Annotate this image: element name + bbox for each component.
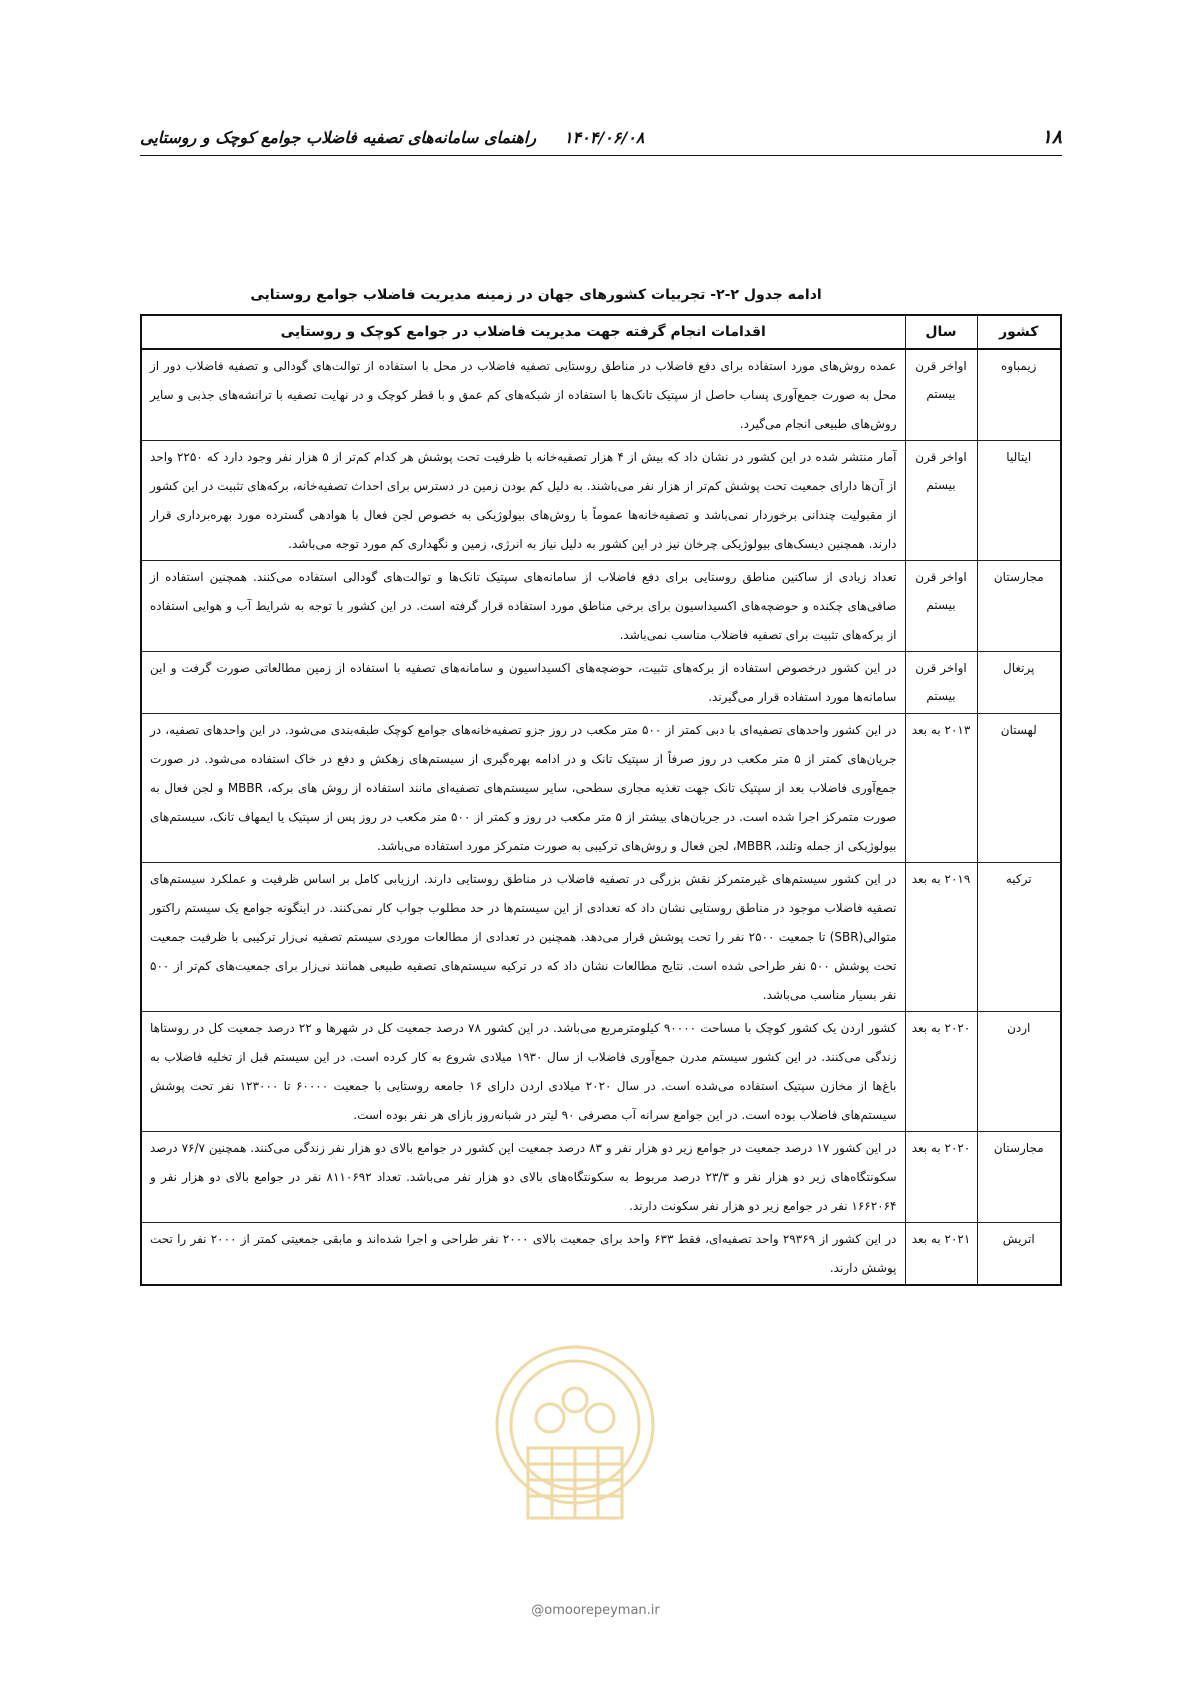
cell-country: مجارستان [977,1132,1061,1223]
cell-actions: در این کشور واحدهای تصفیه‌ای با دبی کمتر از ۵۰۰ متر مکعب در روز جزو تصفیه‌خانه‌های جوامع کوچک طبقه‌بندی می‌شود. در این واحدهای تصفیه، در جریان‌های کمتر از ۵ متر مکعب در روز صرفاً از سپتیک تانک و در ادامه بهره‌گیری از سیستم‌های زهکش و دفع در خاک استفاده می‌شود. در صورت جمع‌آوری فاضلاب بعد از سپتیک تانک جهت تغذیه مجاری سطحی، سایر سیستم‌های تصفیه‌ای مانند استفاده از روش های برکه، MBBR و لجن فعال به صورت متمرکز اجرا شده است. در جریان‌های بیشتر از ۵ متر مکعب در روز و کمتر از ۵۰۰ متر مکعب در روز پس از سپتیک یا ایمهاف تانک، سیستم‌های بیولوژیکی از جمله وتلند، MBBR، لجن فعال و روش‌های ترکیبی به صورت متمرکز مورد استفاده می‌باشد. [141,714,905,863]
cell-country: لهستان [977,714,1061,863]
page-number: ۱۸ [1041,126,1062,148]
cell-actions: عمده روش‌های مورد استفاده برای دفع فاضلاب در مناطق روستایی تصفیه فاضلاب در محل با استفاده از توالت‌های گودالی و تصفیه فاضلاب دور از محل به صورت جمع‌آوری پساب حاصل از سپتیک تانک‌ها با استفاده از شبکه‌های کم عمق و با قطر کوچک و در نهایت تصفیه با ترانشه‌های جذبی و سایر روش‌های طبیعی انجام می‌گیرد. [141,349,905,441]
cell-year: اواخر قرن بیستم [905,561,977,652]
cell-year: ۲۰۲۰ به بعد [905,1012,977,1132]
cell-year: ۲۰۲۰ به بعد [905,1132,977,1223]
table-body [141,349,1061,1285]
footer-website: @omoorepeyman.ir [531,1603,660,1618]
cell-year: ۲۰۲۱ به بعد [905,1223,977,1286]
experiences-table [140,314,1062,1286]
cell-year: اواخر قرن بیستم [905,652,977,714]
table-row [141,863,1061,1012]
table-row [141,652,1061,714]
header-actions: اقدامات انجام گرفته جهت مدیریت فاضلاب در جوامع کوچک و روستایی [141,315,905,349]
cell-year: اواخر قرن بیستم [905,441,977,561]
cell-country: اردن [977,1012,1061,1132]
cell-actions: در این کشور ۱۷ درصد جمعیت در جوامع زیر دو هزار نفر و ۸۳ درصد جمعیت این کشور در جوامع بالای دو هزار نفر زندگی می‌کنند. همچنین ۷۶/۷ درصد سکونتگاه‌های زیر دو هزار نفر و ۲۳/۳ درصد مربوط به سکونتگاه‌های بالای دو هزار نفر می‌باشد. تعداد ۸۱۱۰۶۹۲ نفر در جوامع بالای دو هزار نفر و ۱۶۶۲۰۶۴ نفر در جوامع زیر دو هزار نفر سکونت دارند. [141,1132,905,1223]
header-date: ۱۴۰۴/۰۶/۰۸ [563,128,645,147]
table-row [141,441,1061,561]
cell-actions: در این کشور از ۲۹۳۶۹ واحد تصفیه‌ای، فقط ۶۳۳ واحد برای جمعیت بالای ۲۰۰۰ نفر طراحی و اجرا شده‌اند و مابقی جمعیتی کمتر از ۲۰۰۰ نفر را تحت پوشش دارند. [141,1223,905,1286]
page-header [140,124,1062,158]
seal-logo-icon [490,1340,660,1545]
cell-year: ۲۰۱۳ به بعد [905,714,977,863]
table-row [141,1223,1061,1286]
cell-actions: آمار منتشر شده در این کشور در نشان داد که بیش از ۴ هزار تصفیه‌خانه با ظرفیت تحت پوشش هر کدام کم‌تر از ۵ هزار نفر وجود دارد که ۲۲۵۰ واحد از آن‌ها دارای جمعیت تحت پوشش کم‌تر از هزار نفر می‌باشند. به دلیل کم بودن زمین در دسترس برای احداث تصفیه‌خانه، برکه‌های تثبیت در این کشور از مقبولیت چندانی برخوردار نمی‌باشد و تصفیه‌خانه‌ها عموماً با روش‌های بیولوژیکی به خصوص لجن فعال با هوادهی گسترده مورد بهره‌برداری قرار دارند. همچنین دیسک‌های بیولوژیکی چرخان نیز در این کشور به دلیل نیاز به انرژی، زمین و نگهداری کم مورد توجه می‌باشد. [141,441,905,561]
header-year: سال [905,315,977,349]
table-row [141,349,1061,441]
table-header-row [141,315,1061,349]
cell-actions: در این کشور درخصوص استفاده از برکه‌های تثبیت، حوضچه‌های اکسیداسیون و سامانه‌های تصفیه با استفاده از زمین مطالعاتی صورت گرفت و این سامانه‌ها مورد استفاده قرار می‌گیرند. [141,652,905,714]
cell-country: اتریش [977,1223,1061,1286]
table-row [141,714,1061,863]
cell-country: مجارستان [977,561,1061,652]
header-rule [140,155,1062,156]
cell-year: ۲۰۱۹ به بعد [905,863,977,1012]
cell-year: اواخر قرن بیستم [905,349,977,441]
cell-country: پرتغال [977,652,1061,714]
cell-actions: در این کشور سیستم‌های غیرمتمرکز نقش بزرگی در تصفیه فاضلاب در مناطق روستایی دارند. ارزیابی کامل بر اساس ظرفیت و عملکرد سیستم‌های تصفیه فاضلاب موجود در مناطق روستایی نشان داد که تعدادی از این سیستم‌ها در حد مطلوب جواب کار نمی‌کنند. در اینگونه جوامع یک سیستم راکتور متوالی(SBR) تا جمعیت ۲۵۰۰ نفر را تحت پوشش قرار می‌دهد. همچنین در تعدادی از مطالعات موردی سیستم تصفیه نی‌زار ترکیبی با ظرفیت جمعیت تحت پوشش ۵۰۰ نفر طراحی شده است. نتایج مطالعات نشان داد که در ترکیه سیستم‌های تصفیه طبیعی همانند نی‌زار برای جمعیت‌های کم‌تر از ۵۰۰ نفر بسیار مناسب می‌باشد. [141,863,905,1012]
cell-actions: کشور اردن یک کشور کوچک با مساحت ۹۰۰۰۰ کیلومترمربع می‌باشد. در این کشور ۷۸ درصد جمعیت کل در شهرها و ۲۲ درصد جمعیت کل در روستاها زندگی می‌کنند. در این کشور سیستم مدرن جمع‌آوری فاضلاب از سال ۱۹۳۰ میلادی شروع به کار کرده است. در این سیستم قبل از تخلیه فاضلاب به باغ‌ها از مخازن سپتیک استفاده می‌شده است. در سال ۲۰۲۰ میلادی اردن دارای ۱۶ جامعه روستایی با جمعیت ۶۰۰۰۰ تا ۱۲۳۰۰۰ نفر تحت پوشش سیستم‌های فاضلاب بوده است. در این جوامع سرانه آب مصرفی ۹۰ لیتر در شبانه‌روز بازای هر نفر بوده است. [141,1012,905,1132]
cell-actions: تعداد زیادی از ساکنین مناطق روستایی برای دفع فاضلاب از سامانه‌های سپتیک تانک‌ها و توالت‌های گودالی استفاده می‌کنند. همچنین استفاده از صافی‌های چکنده و حوضچه‌های اکسیداسیون برای برخی مناطق مورد استفاده قرار گرفته است. در این کشور با توجه به شرایط آب و هوایی استفاده از برکه‌های تثبیت برای تصفیه فاضلاب مناسب نمی‌باشد. [141,561,905,652]
cell-country: ایتالیا [977,441,1061,561]
running-title [140,128,644,147]
table-row [141,561,1061,652]
table-row [141,1012,1061,1132]
cell-country: ترکیه [977,863,1061,1012]
cell-country: زیمباوه [977,349,1061,441]
header-title: راهنمای سامانه‌های تصفیه فاضلاب جوامع کوچک و روستایی [140,128,537,147]
header-country: کشور [977,315,1061,349]
table-row [141,1132,1061,1223]
table-caption: ادامه جدول ۲-۲- تجربیات کشورهای جهان در زمینه مدیریت فاضلاب جوامع روستایی [250,287,822,303]
